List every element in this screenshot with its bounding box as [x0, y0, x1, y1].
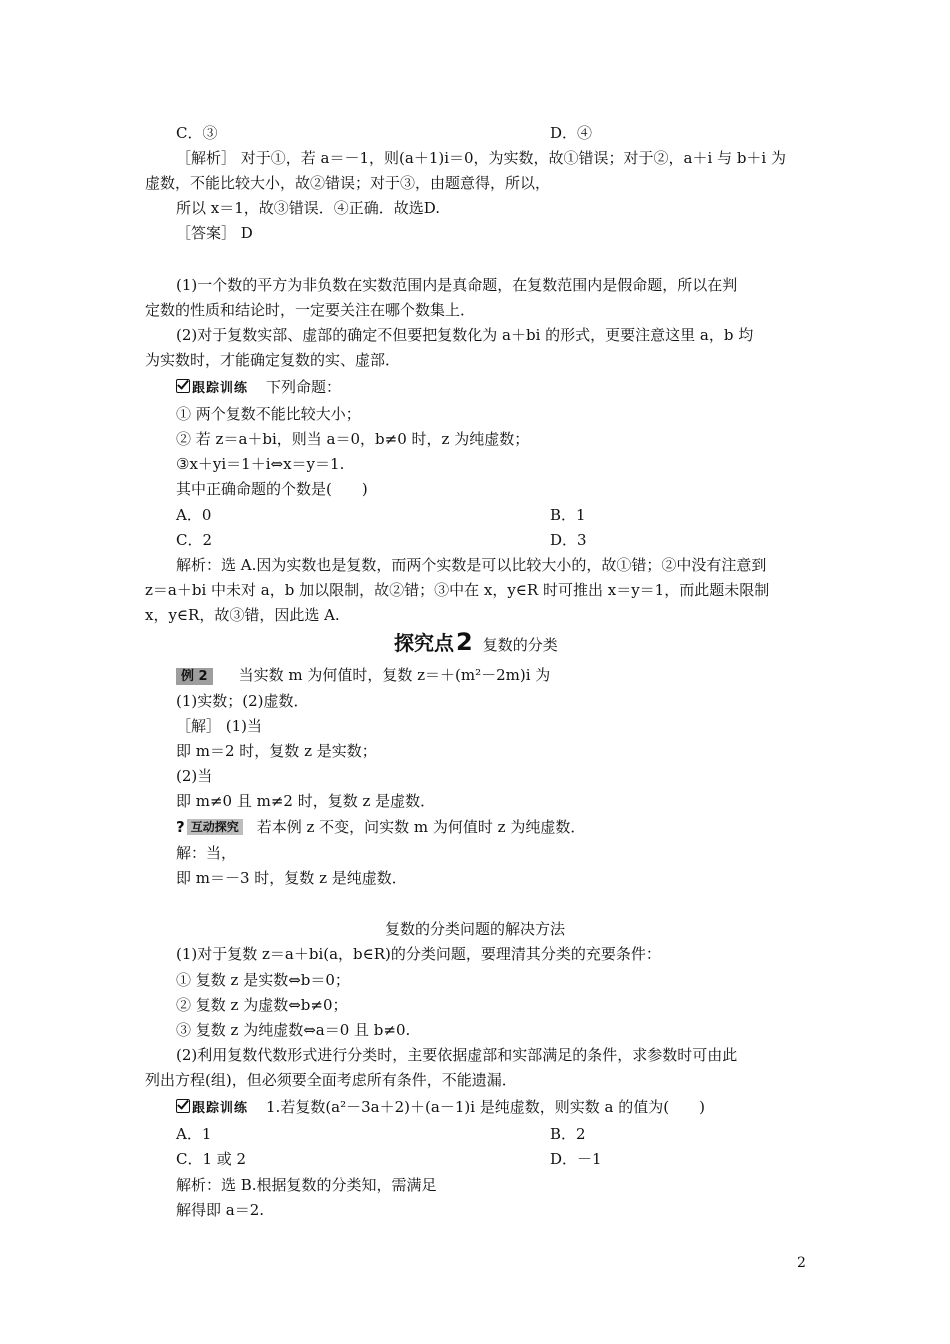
option-c: C．③ — [176, 124, 218, 142]
practice-label: 跟踪训练 — [192, 381, 249, 396]
answer-line: ［答案］ D — [176, 224, 253, 242]
proposition-item: ① 两个复数不能比较大小； — [176, 405, 361, 423]
explore-text: 若本例 z 不变，问实数 m 为何值时 z 为纯虚数． — [256, 818, 586, 836]
solution-line: z＝a＋bi 中未对 a，b 加以限制，故②错；③中在 x，y∈R 时可推出 x＝y＝1，而此题未限制 — [145, 581, 770, 599]
method-line: ② 复数 z 为虚数⇔b≠0； — [176, 996, 348, 1014]
practice-heading — [176, 377, 341, 399]
section-title: 探究点 — [394, 631, 454, 655]
example-badge: 例 2 — [176, 668, 213, 685]
solution-line: x，y∈R，故③错，因此选 A. — [145, 606, 340, 624]
method-line: ① 复数 z 是实数⇔b＝0； — [176, 971, 350, 989]
note-line: (1)一个数的平方为非负数在实数范围内是真命题，在复数范围内是假命题，所以在判 — [176, 276, 738, 294]
option-c: C．2 — [176, 531, 213, 549]
question-line: 其中正确命题的个数是( ) — [176, 480, 368, 498]
solution-line: ［解］ (1)当 — [176, 717, 263, 735]
section-heading — [394, 628, 558, 659]
analysis-line: 所以 x＝1，故③错误．④正确．故选D. — [176, 199, 441, 217]
section-number: 2 — [456, 628, 473, 656]
practice-label: 跟踪训练 — [192, 1101, 249, 1116]
option-a: A．1 — [176, 1125, 212, 1143]
page-number: 2 — [797, 1255, 806, 1271]
method-line: 列出方程(组)，但必须要全面考虑所有条件，不能遗漏． — [145, 1071, 517, 1089]
practice-question: 1.若复数(a²－3a＋2)＋(a－1)i 是纯虚数，则实数 a 的值为( ) — [266, 1098, 705, 1116]
solution-line: 即 m＝－3 时，复数 z 是纯虚数． — [176, 869, 407, 887]
option-b: B．1 — [550, 506, 586, 524]
proposition-item: ③x＋yi＝1＋i⇔x＝y＝1. — [176, 455, 345, 473]
solution-line: 解得即 a＝2. — [176, 1201, 265, 1219]
note-line: (2)对于复数实部、虚部的确定不但要把复数化为 a＋bi 的形式，更要注意这里 a，b 均 — [176, 326, 754, 344]
solution-line: 解：当， — [176, 844, 237, 862]
section-subtitle: 复数的分类 — [482, 636, 558, 654]
example-line: (1)实数；(2)虚数． — [176, 692, 309, 710]
option-d: D．④ — [550, 124, 593, 142]
question-icon: ? — [176, 818, 185, 836]
example-text: 当实数 m 为何值时，复数 z＝＋(m²－2m)i 为 — [238, 666, 551, 684]
option-c: C．1 或 2 — [176, 1150, 247, 1168]
note-line: 为实数时，才能确定复数的实、虚部． — [145, 351, 401, 369]
analysis-line: 虚数，不能比较大小，故②错误；对于③，由题意得，所以， — [145, 174, 551, 192]
solution-line: 即 m≠0 且 m≠2 时，复数 z 是虚数． — [176, 792, 436, 810]
method-line: (1)对于复数 z＝a＋bi(a，b∈R)的分类问题，要理清其分类的充要条件： — [176, 945, 661, 963]
example-line — [176, 665, 550, 685]
note-line: 定数的性质和结论时，一定要关注在哪个数集上． — [145, 301, 476, 319]
check-icon — [176, 379, 190, 393]
option-d: D．－1 — [550, 1150, 602, 1168]
option-a: A．0 — [176, 506, 212, 524]
option-d: D．3 — [550, 531, 587, 549]
solution-line: 即 m＝2 时，复数 z 是实数； — [176, 742, 377, 760]
practice-prompt: 下列命题： — [266, 378, 342, 396]
solution-line: 解析：选 B.根据复数的分类知，需满足 — [176, 1176, 437, 1194]
method-line: ③ 复数 z 为纯虚数⇔a＝0 且 b≠0. — [176, 1021, 411, 1039]
proposition-item: ② 若 z＝a＋bi，则当 a＝0，b≠0 时，z 为纯虚数； — [176, 430, 530, 448]
explore-label: 互动探究 — [187, 819, 243, 835]
method-line: (2)利用复数代数形式进行分类时，主要依据虚部和实部满足的条件，求参数时可由此 — [176, 1046, 738, 1064]
solution-line: 解析：选 A.因为实数也是复数，而两个实数是可以比较大小的，故①错；②中没有注意到 — [176, 556, 767, 574]
method-title: 复数的分类问题的解决方法 — [385, 920, 566, 938]
practice-heading — [176, 1097, 705, 1119]
option-b: B．2 — [550, 1125, 586, 1143]
solution-line: (2)当 — [176, 767, 213, 785]
analysis-line: ［解析］ 对于①，若 a＝－1，则(a＋1)i＝0，为实数，故①错误；对于②，a＋i 与 b＋i 为 — [176, 149, 787, 167]
check-icon — [176, 1099, 190, 1113]
interactive-explore-line — [176, 817, 585, 837]
